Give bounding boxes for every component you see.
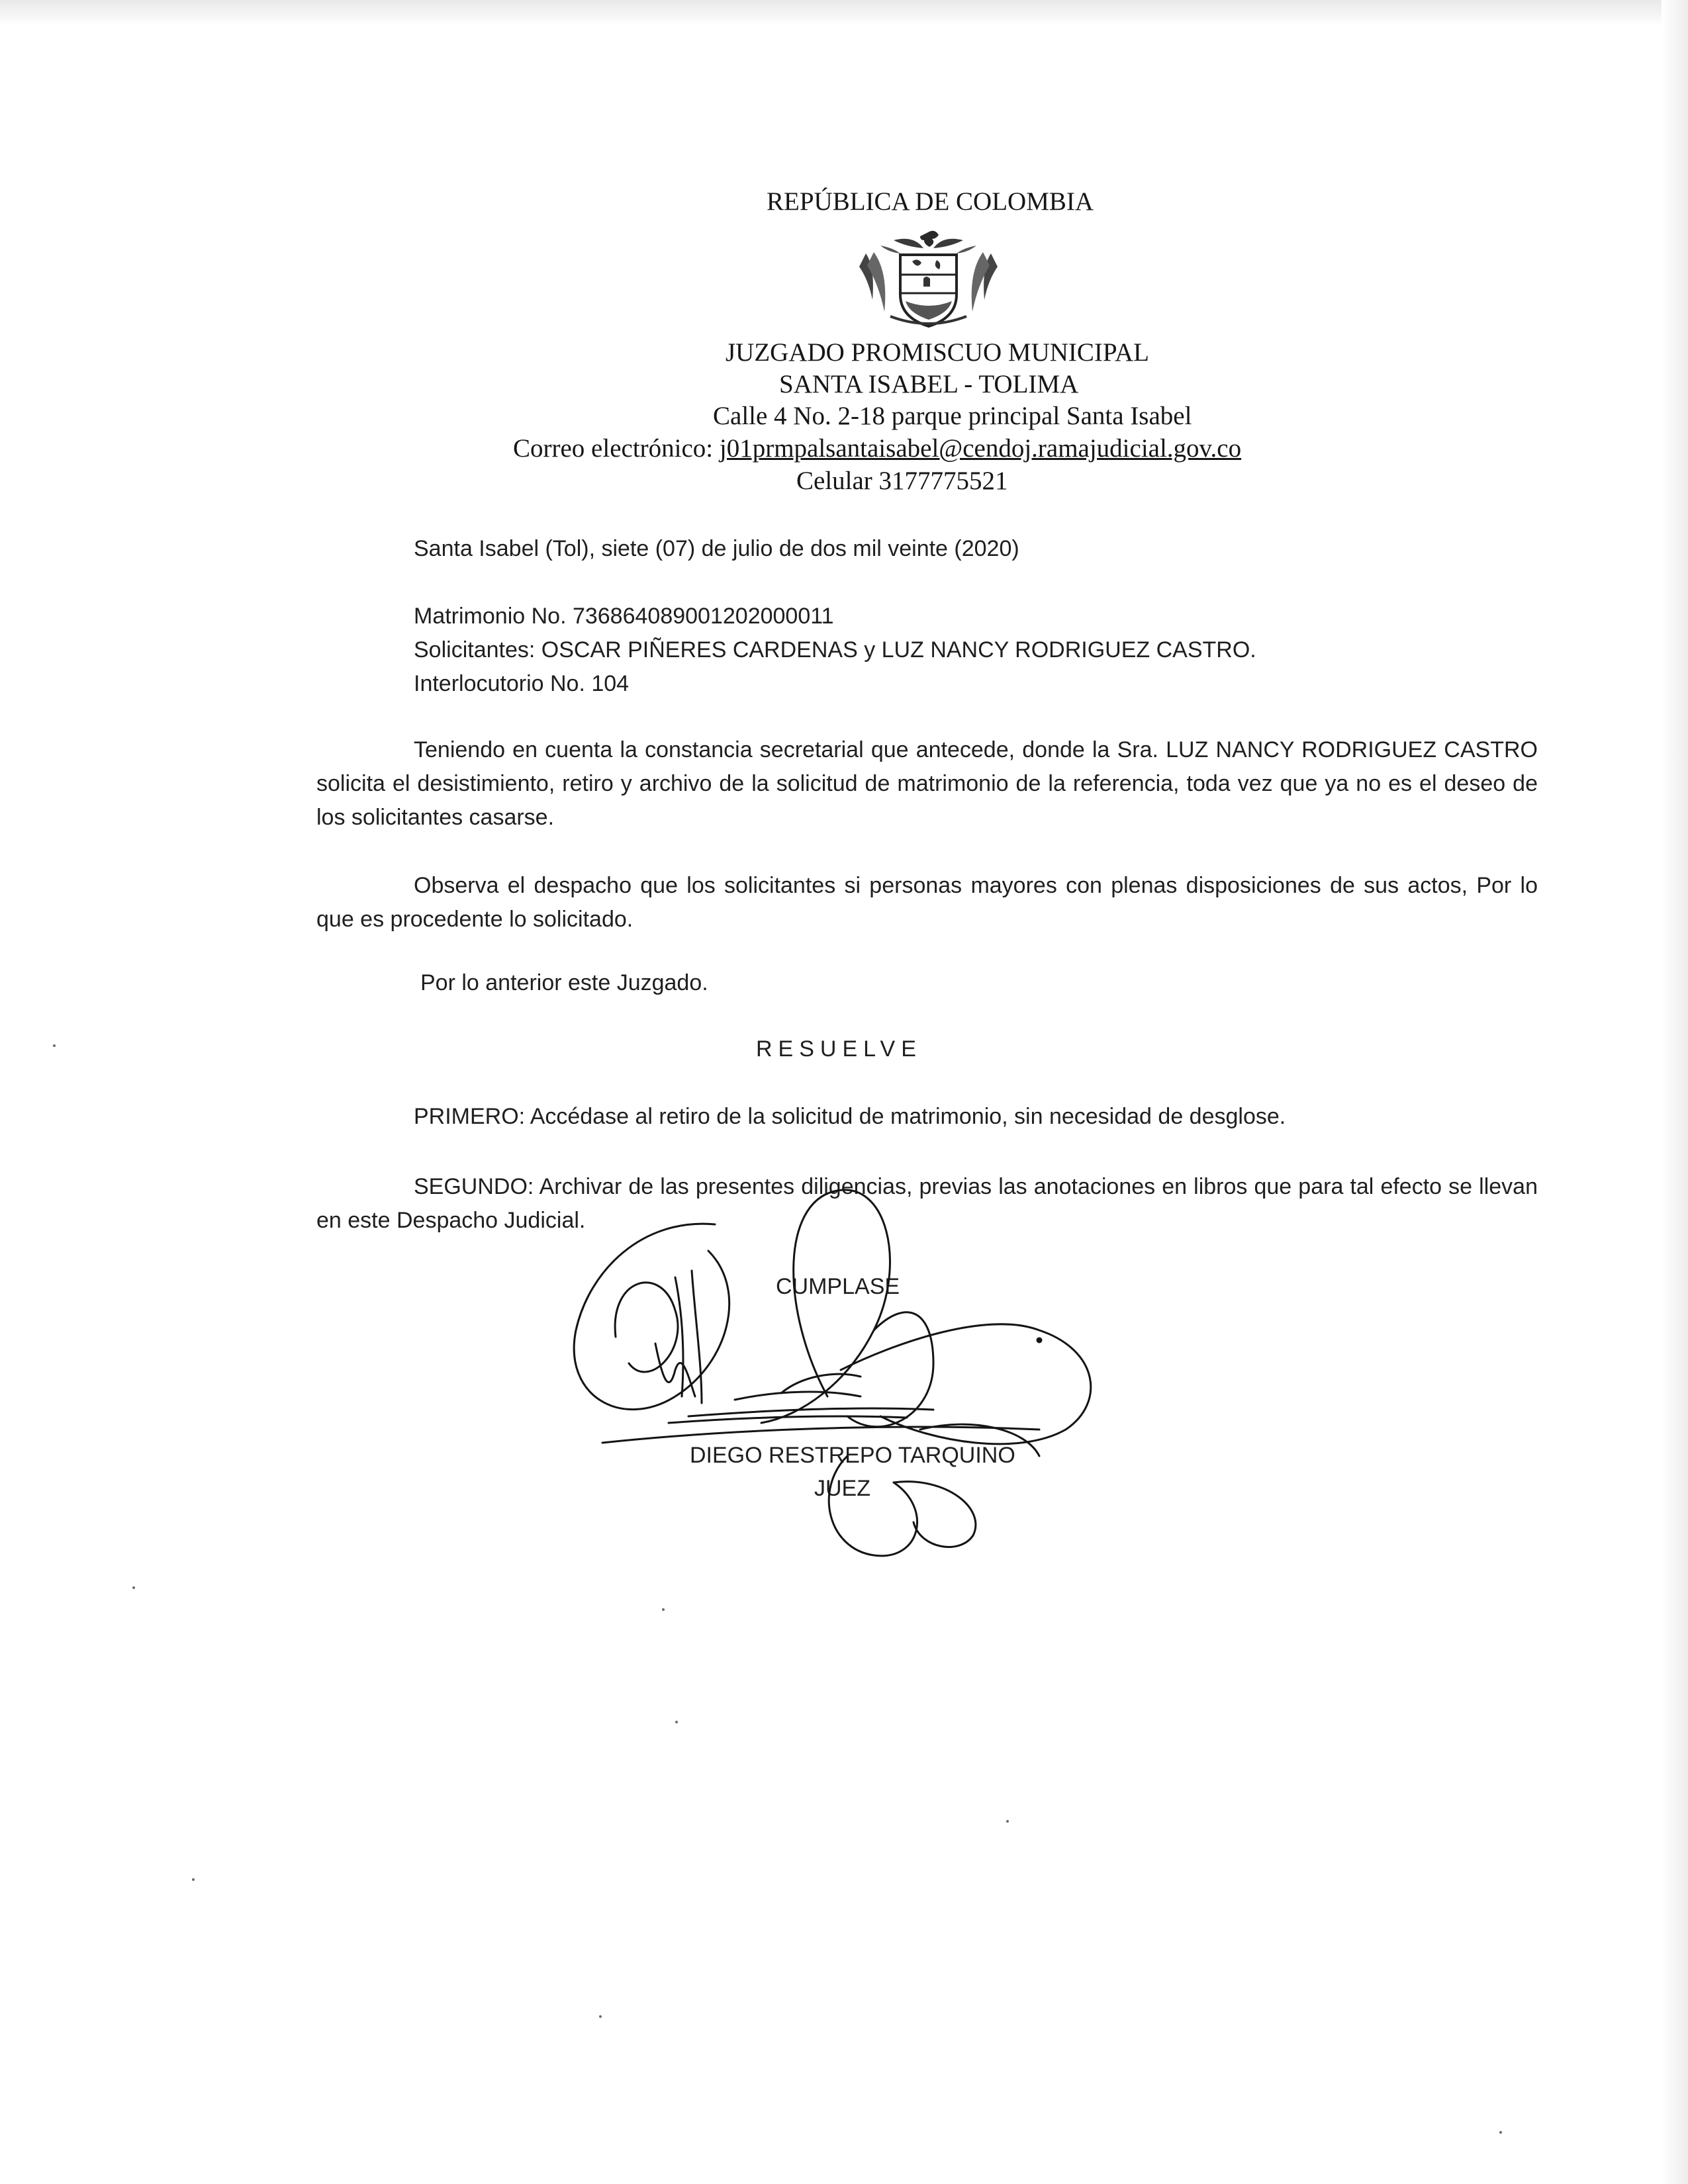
paragraph-observation bbox=[316, 869, 1538, 936]
court-email-line bbox=[513, 433, 1241, 463]
court-address: Calle 4 No. 2-18 parque principal Santa Isabel bbox=[713, 402, 1192, 430]
judge-signature bbox=[563, 1178, 1145, 1562]
scan-edge bbox=[0, 0, 1688, 26]
case-interlocutory: Interlocutorio No. 104 bbox=[414, 671, 630, 696]
scan-speck bbox=[1006, 1820, 1009, 1823]
scan-speck bbox=[53, 1044, 56, 1047]
scan-speck bbox=[599, 2015, 602, 2018]
paragraph-text: Observa el despacho que los solicitantes si personas mayores con plenas disposiciones de sus actos, Por lo que es procedente lo solicitado. bbox=[316, 873, 1538, 932]
scan-speck bbox=[662, 1608, 665, 1611]
email-label: Correo electrónico: bbox=[513, 434, 714, 463]
court-name: JUZGADO PROMISCUO MUNICIPAL bbox=[726, 338, 1149, 367]
paragraph-considerations bbox=[316, 733, 1538, 835]
scan-speck bbox=[192, 1878, 195, 1881]
colombia-coat-of-arms-icon bbox=[854, 227, 1003, 330]
email-link[interactable]: j01prmpalsantaisabel@cendoj.ramajudicial.gov.co bbox=[719, 434, 1242, 463]
court-location: SANTA ISABEL - TOLIMA bbox=[779, 370, 1079, 398]
country-heading: REPÚBLICA DE COLOMBIA bbox=[767, 187, 1094, 216]
scan-speck bbox=[1499, 2131, 1502, 2134]
date-line: Santa Isabel (Tol), siete (07) de julio de dos mil veinte (2020) bbox=[414, 536, 1019, 561]
judge-name: DIEGO RESTREPO TARQUINO bbox=[690, 1443, 1015, 1468]
judge-title: JUEZ bbox=[814, 1476, 870, 1501]
order-first: PRIMERO: Accédase al retiro de la solicitud de matrimonio, sin necesidad de desglose. bbox=[414, 1104, 1286, 1129]
paragraph-conclusion: Por lo anterior este Juzgado. bbox=[420, 970, 708, 995]
case-number: Matrimonio No. 73686408900120200001​1 bbox=[414, 604, 834, 629]
scan-speck bbox=[132, 1586, 135, 1589]
scan-speck bbox=[675, 1721, 678, 1723]
paragraph-text: Teniendo en cuenta la constancia secretarial que antecede, donde la Sra. LUZ NANCY RODRIGUEZ CASTRO solicita el desistimiento, retiro y archivo de la solicitud de matrimonio de la referencia, toda vez que ya no es el deseo de los solicitantes casarse. bbox=[316, 737, 1538, 830]
cumplase-label: CUMPLASE bbox=[776, 1274, 900, 1299]
paragraph-text: SEGUNDO: Archivar de las presentes diligencias, previas las anotaciones en libros que para tal efecto se llevan en este Despacho Judicial. bbox=[316, 1174, 1538, 1233]
case-applicants: Solicitantes: OSCAR PIÑERES CARDENAS y LUZ NANCY RODRIGUEZ CASTRO. bbox=[414, 637, 1256, 662]
court-phone: Celular 3177775521 bbox=[796, 467, 1008, 495]
scan-edge bbox=[1662, 0, 1688, 2184]
resuelve-heading: RESUELVE bbox=[756, 1036, 922, 1062]
